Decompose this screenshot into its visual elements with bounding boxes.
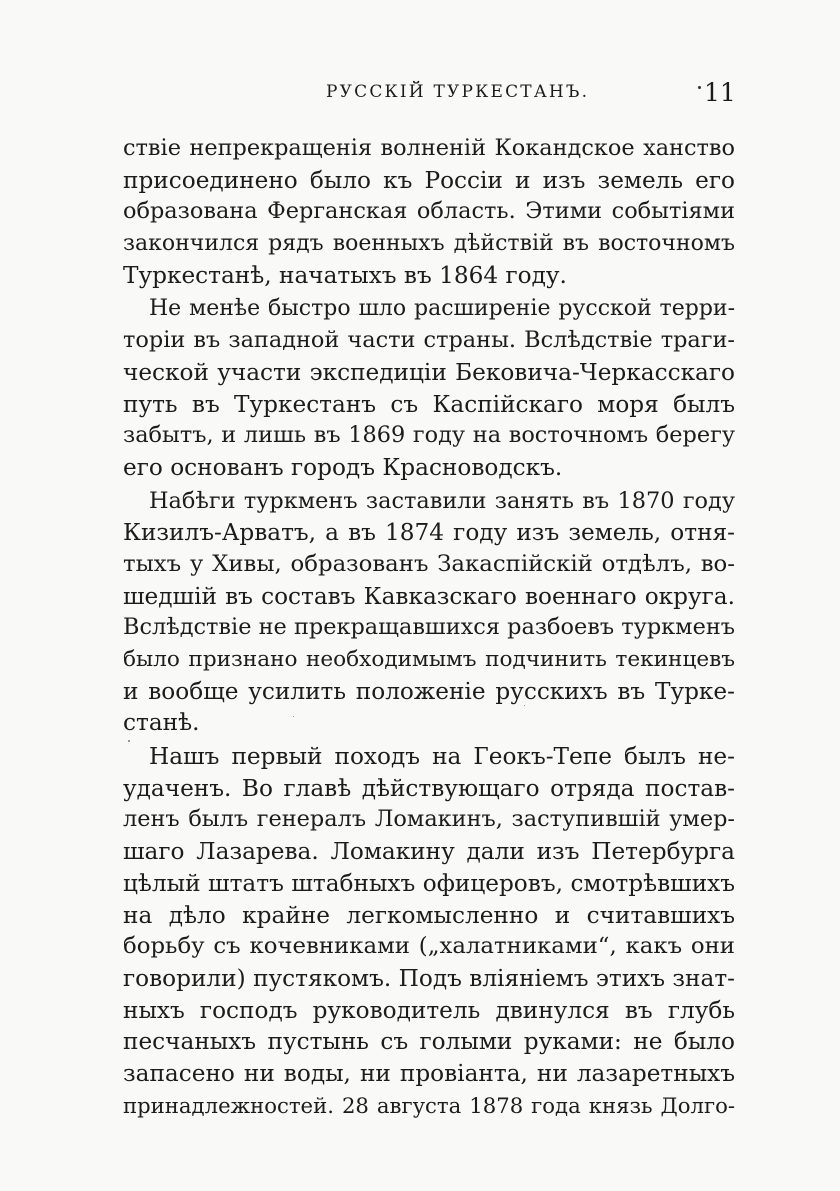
- page-number: 11: [704, 78, 736, 107]
- text-line: песчаныхъ пустынь съ голыми руками: не было: [123, 1028, 735, 1056]
- text-line: Вслѣдствіе не прекращавшихся разбоевъ туркменъ: [123, 614, 735, 641]
- text-line: Не менѣе быстро шло расширеніе русской терри-: [149, 296, 735, 322]
- text-line: Набѣги туркменъ заставили занять въ 1870 году: [149, 487, 735, 514]
- print-speck: [293, 716, 294, 717]
- text-line: путь въ Туркестанъ съ Каспійскаго моря былъ: [123, 390, 735, 418]
- body-text: [123, 133, 735, 1121]
- print-speck: [128, 740, 130, 742]
- text-line: было признано необходимымъ подчинить текинцевъ: [123, 647, 735, 672]
- text-line: шедшій въ составъ Кавказскаго военнаго округа.: [123, 582, 735, 610]
- text-line: на дѣло крайне легкомысленно и считавшихъ: [123, 901, 735, 929]
- text-line: говорили) пустякомъ. Подъ вліяніемъ этихъ знат-: [123, 964, 735, 992]
- running-head: РУССКІЙ ТУРКЕСТАНЪ.: [326, 82, 590, 102]
- print-speck: [698, 86, 701, 89]
- text-line: станѣ.: [123, 709, 200, 737]
- paragraph: [123, 486, 735, 740]
- paragraph: [123, 293, 735, 483]
- text-line: ленъ былъ генералъ Ломакинъ, заступившій умер-: [123, 806, 735, 833]
- text-line: удаченъ. Во главѣ дѣйствующаго отряда постав-: [123, 774, 735, 802]
- text-line: борьбу съ кочевниками („халатниками“, какъ они: [123, 933, 735, 960]
- text-line: цѣлый штатъ штабныхъ офицеровъ, смотрѣвшихъ: [123, 869, 735, 897]
- text-line: ческой участи экспедиціи Бековича-Черкасскаго: [123, 358, 735, 386]
- text-line: Нашъ первый походъ на Геокъ-Тепе былъ не-: [149, 743, 735, 771]
- text-line: торіи въ западной части страны. Вслѣдствіе траги-: [123, 327, 735, 354]
- text-line: закончился рядъ военныхъ дѣйствій въ восточномъ: [123, 231, 735, 257]
- paragraph: [123, 741, 735, 1121]
- print-speck: [524, 705, 525, 706]
- text-line: тыхъ у Хивы, образованъ Закаспійскій отдѣлъ, во-: [123, 550, 735, 577]
- text-line: Кизилъ-Арватъ, а въ 1874 году изъ земель, отня-: [123, 519, 735, 547]
- text-line: забытъ, и лишь въ 1869 году на восточномъ берегу: [123, 422, 735, 449]
- text-line: и вообще усилить положеніе русскихъ въ Турке-: [123, 677, 735, 705]
- text-line: присоединено было къ Россіи и изъ земель его: [123, 166, 735, 194]
- text-line: ныхъ господъ руководитель двинулся въ глубь: [123, 996, 735, 1024]
- text-line: образована Ферганская область. Этими событіями: [123, 198, 735, 225]
- paragraph: [123, 133, 735, 291]
- text-line: шаго Лазарева. Ломакину дали изъ Петербурга: [123, 838, 735, 866]
- text-line: ствіе непрекращенія волненій Кокандское ханство: [123, 135, 735, 161]
- text-line: запасено ни воды, ни провіанта, ни лазаретныхъ: [123, 1059, 735, 1087]
- text-line: Туркестанѣ, начатыхъ въ 1864 году.: [123, 261, 567, 289]
- text-line: принадлежностей. 28 августа 1878 года князь Долго-: [123, 1092, 735, 1118]
- text-line: его основанъ городъ Красноводскъ.: [123, 453, 563, 481]
